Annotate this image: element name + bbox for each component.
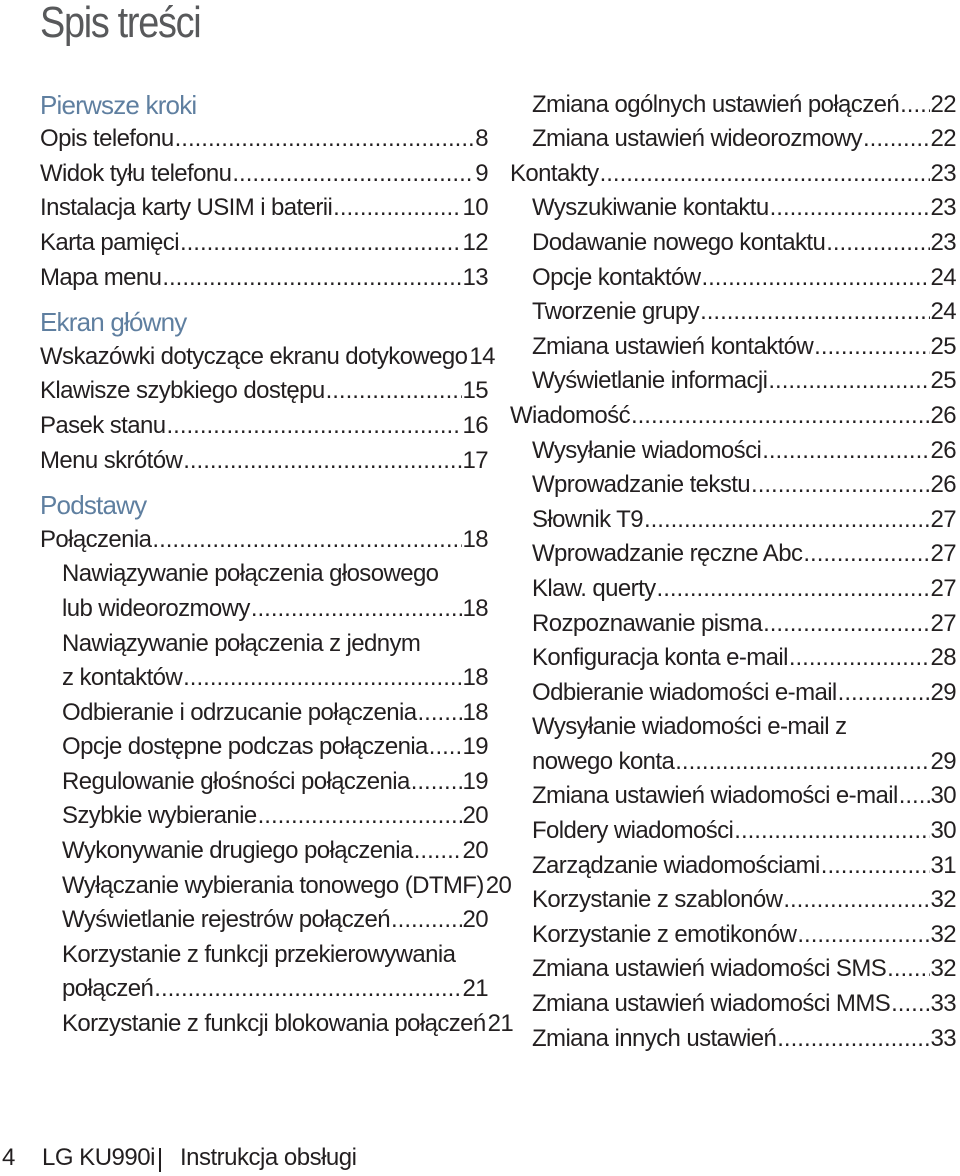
footer-page-number: 4 [2,1144,15,1171]
dot-leader [152,526,461,554]
toc-entry-label: Wyświetlanie rejestrów połączeń [62,906,390,934]
dot-leader [838,679,930,707]
toc-entry-label: Widok tyłu telefonu [40,159,232,187]
toc-entry-label: Opcje kontaktów [532,263,701,291]
dot-leader [789,644,930,672]
toc-entry-label: Korzystanie z funkcji blokowania połączeń [62,1010,486,1038]
toc-page-number: 17 [462,446,488,474]
toc-entry [510,987,956,1022]
toc-entry-label: Zmiana ustawień kontaktów [532,332,814,360]
toc-entry-label: Rozpoznawanie pisma [532,609,763,637]
toc-entry-label: Wysyłanie wiadomości [532,436,762,464]
toc-entry-label: Instalacja karty USIM i baterii [40,194,333,222]
toc-page-number: 19 [462,733,488,761]
toc-entry [40,340,495,375]
toc-entry [510,226,956,261]
toc-entry-label: Słownik T9 [532,505,643,533]
toc-entry [40,444,488,479]
toc-entry [40,192,488,227]
toc-entry-label: Zmiana ustawień wiadomości e-mail [532,782,898,810]
toc-page-number: 25 [930,367,956,395]
page-title: Spis treści [40,0,201,47]
toc-entry [510,884,956,919]
toc-page-number: 31 [930,851,956,879]
toc-section-heading [40,489,488,524]
toc-entry [40,904,488,939]
dot-leader [900,91,929,119]
toc-page-number: 20 [462,837,488,865]
dot-leader [887,955,929,983]
toc-entry [510,434,956,469]
dot-leader [783,886,929,914]
toc-entry [510,745,956,780]
dot-leader [675,748,929,776]
toc-entry-label: Wyświetlanie informacji [532,367,768,395]
dot-leader [657,575,930,603]
toc-page-number: 18 [462,664,488,692]
toc-entry-label: Połączenia [40,525,152,553]
toc-entry [40,696,488,731]
toc-entry-label: Regulowanie głośności połączenia [62,767,410,795]
toc-page-number: 30 [930,782,956,810]
toc-page-number: 18 [462,698,488,726]
toc-entry [510,953,956,988]
dot-leader [232,160,474,188]
toc-page-number: 33 [930,990,956,1018]
dot-leader [183,447,461,475]
dot-leader [762,437,929,465]
toc-entry-label: Odbieranie wiadomości e-mail [532,678,837,706]
toc-entry-label: Konfiguracja konta e-mail [532,644,788,672]
toc-entry [40,765,488,800]
toc-entry-label: Karta pamięci [40,228,179,256]
toc-page-number: 29 [930,747,956,775]
toc-page-number: 18 [462,525,488,553]
footer-manual-title: Instrukcja obsługi [180,1144,357,1171]
toc-right-column [510,88,956,1057]
toc-page-number: 26 [930,471,956,499]
toc-entry [40,731,488,766]
toc-entry-label: Wskazówki dotyczące ekranu dotykowego [40,342,468,370]
toc-entry [510,676,956,711]
toc-page-number: 24 [930,263,956,291]
toc-page-number: 23 [930,194,956,222]
toc-entry [40,523,488,558]
toc-entry [510,192,956,227]
toc-page-number: 33 [930,1024,956,1052]
toc-entry [40,123,488,158]
dot-leader [180,229,462,257]
footer-divider [159,1148,161,1172]
dot-leader [700,298,929,326]
toc-page-number: 27 [930,505,956,533]
toc-entry [510,330,956,365]
toc-entry-label: Korzystanie z funkcji przekierowywania [62,940,456,968]
dot-leader [751,471,929,499]
toc-page-number: 32 [930,886,956,914]
toc-page-number: 26 [930,401,956,429]
dot-leader [600,160,930,188]
toc-page-number: 21 [462,975,488,1003]
toc-entry [40,375,488,410]
toc-entry [510,261,956,296]
toc-entry [510,572,956,607]
dot-leader [797,921,929,949]
dot-leader [411,768,462,796]
toc-entry-label: Tworzenie grupy [532,298,700,326]
toc-entry [510,849,956,884]
toc-entry [40,869,512,904]
toc-page-number: 20 [462,802,488,830]
toc-entry [510,607,956,642]
dot-leader [768,367,929,395]
dot-leader [333,194,461,222]
toc-page-number: 15 [462,377,488,405]
dot-leader [734,817,929,845]
dot-leader [899,782,930,810]
toc-page-number: 27 [930,574,956,602]
toc-entry-label: Ekran główny [40,307,187,338]
toc-entry [510,814,956,849]
toc-entry [40,409,488,444]
toc-page-number: 21 [487,1010,514,1038]
dot-leader [166,412,461,440]
dot-leader [763,610,929,638]
toc-page-number: 9 [475,159,488,187]
toc-entry-continued [40,938,488,973]
toc-entry [510,296,956,331]
toc-entry-label: Wprowadzanie tekstu [532,471,751,499]
dot-leader [826,229,929,257]
dot-leader [162,264,461,292]
toc-entry-label: Podstawy [40,490,147,521]
toc-entry [40,973,488,1008]
toc-page-number: 32 [930,955,956,983]
toc-entry [510,157,956,192]
toc-entry [510,503,956,538]
toc-entry-label: lub wideorozmowy [62,594,250,622]
toc-entry-label: Foldery wiadomości [532,817,734,845]
toc-entry-label: Pierwsze kroki [40,89,197,120]
toc-entry [40,662,488,697]
toc-entry [510,123,956,158]
toc-entry-label: Szybkie wybieranie [62,802,257,830]
toc-section-heading [40,88,488,123]
toc-entry-label: Dodawanie nowego kontaktu [532,228,826,256]
toc-page-number: 28 [930,644,956,672]
toc-entry [510,642,956,677]
toc-entry-continued [510,711,956,746]
toc-page-number: 27 [930,540,956,568]
toc-entry-label: nowego konta [532,747,675,775]
toc-entry-label: Zmiana ustawień wideorozmowy [532,125,863,153]
dot-leader [701,264,929,292]
toc-entry-continued [40,558,488,593]
toc-entry [510,365,956,400]
toc-entry-label: Zmiana innych ustawień [532,1024,777,1052]
toc-entry-label: Korzystanie z emotikonów [532,920,797,948]
toc-page-number: 23 [930,228,956,256]
dot-leader [251,595,462,623]
toc-entry-label: Nawiązywanie połączenia z jednym [62,629,421,657]
toc-entry [510,1022,956,1057]
toc-entry-label: Klawisze szybkiego dostępu [40,377,325,405]
toc-page-number: 30 [930,817,956,845]
toc-entry [40,261,488,296]
toc-page-number: 26 [930,436,956,464]
toc-entry-label: z kontaktów [62,664,183,692]
toc-page-number: 27 [930,609,956,637]
toc-page-number: 32 [930,920,956,948]
dot-leader [326,377,462,405]
toc-entry-label: Wyłączanie wybierania tonowego (DTMF) [62,871,484,899]
toc-page-number: 25 [930,332,956,360]
toc-entry [510,780,956,815]
toc-page-number: 13 [462,263,488,291]
toc-entry [40,157,488,192]
toc-page-number: 8 [475,125,488,153]
toc-entry-label: Wiadomość [510,401,630,429]
toc-entry-label: połączeń [62,975,154,1003]
dot-leader [777,1025,929,1053]
dot-leader [175,125,475,153]
toc-entry [40,226,488,261]
toc-entry-label: Zmiana ogólnych ustawień połączeń [532,90,900,118]
toc-left-column [40,88,514,1042]
toc-page-number: 14 [469,342,495,370]
toc-entry-label: Korzystanie z szablonów [532,886,783,914]
toc-entry [40,834,488,869]
toc-page-number: 23 [930,159,956,187]
dot-leader [414,837,462,865]
toc-entry [40,800,488,835]
dot-leader [258,802,462,830]
toc-page-number: 22 [930,125,956,153]
toc-page-number: 18 [462,594,488,622]
toc-entry-label: Wyszukiwanie kontaktu [532,194,769,222]
dot-leader [803,540,929,568]
dot-leader [631,402,930,430]
toc-page-number: 29 [930,678,956,706]
dot-leader [891,990,929,1018]
dot-leader [429,733,462,761]
dot-leader [154,975,461,1003]
toc-entry-label: Menu skrótów [40,446,183,474]
toc-entry [40,1007,514,1042]
toc-entry-label: Wykonywanie drugiego połączenia [62,837,413,865]
footer-model: LG KU990i [42,1144,155,1171]
toc-entry [510,469,956,504]
toc-entry-label: Pasek stanu [40,411,166,439]
toc-page-number: 16 [462,411,488,439]
dot-leader [183,664,461,692]
toc-page-number: 20 [485,871,512,899]
toc-section-heading [40,306,488,341]
toc-entry-continued [40,627,488,662]
toc-page-number: 24 [930,298,956,326]
dot-leader [418,699,462,727]
toc-entry [510,538,956,573]
toc-entry-label: Zarządzanie wiadomościami [532,851,820,879]
toc-entry [510,88,956,123]
toc-page-number: 12 [462,228,488,256]
toc-page-number: 20 [462,906,488,934]
dot-leader [391,906,462,934]
toc-entry-label: Opcje dostępne podczas połączenia [62,733,428,761]
toc-entry-label: Klaw. querty [532,574,656,602]
toc-entry [40,592,488,627]
toc-entry-label: Wprowadzanie ręczne Abc [532,540,803,568]
toc-page-number: 19 [462,767,488,795]
toc-entry-label: Mapa menu [40,263,162,291]
dot-leader [821,852,930,880]
toc-entry [510,918,956,953]
toc-entry-label: Opis telefonu [40,125,174,153]
toc-entry-label: Zmiana ustawień wiadomości MMS [532,990,891,1018]
dot-leader [814,333,929,361]
toc-entry-label: Zmiana ustawień wiadomości SMS [532,955,887,983]
toc-entry-label: Nawiązywanie połączenia głosowego [62,560,439,588]
dot-leader [644,506,930,534]
toc-entry-label: Odbieranie i odrzucanie połączenia [62,698,417,726]
toc-entry-label: Kontakty [510,159,599,187]
toc-entry-label: Wysyłanie wiadomości e-mail z [532,713,847,741]
toc-entry [510,399,956,434]
toc-page-number: 10 [462,194,488,222]
toc-page-number: 22 [930,90,956,118]
dot-leader [770,194,930,222]
dot-leader [863,125,929,153]
